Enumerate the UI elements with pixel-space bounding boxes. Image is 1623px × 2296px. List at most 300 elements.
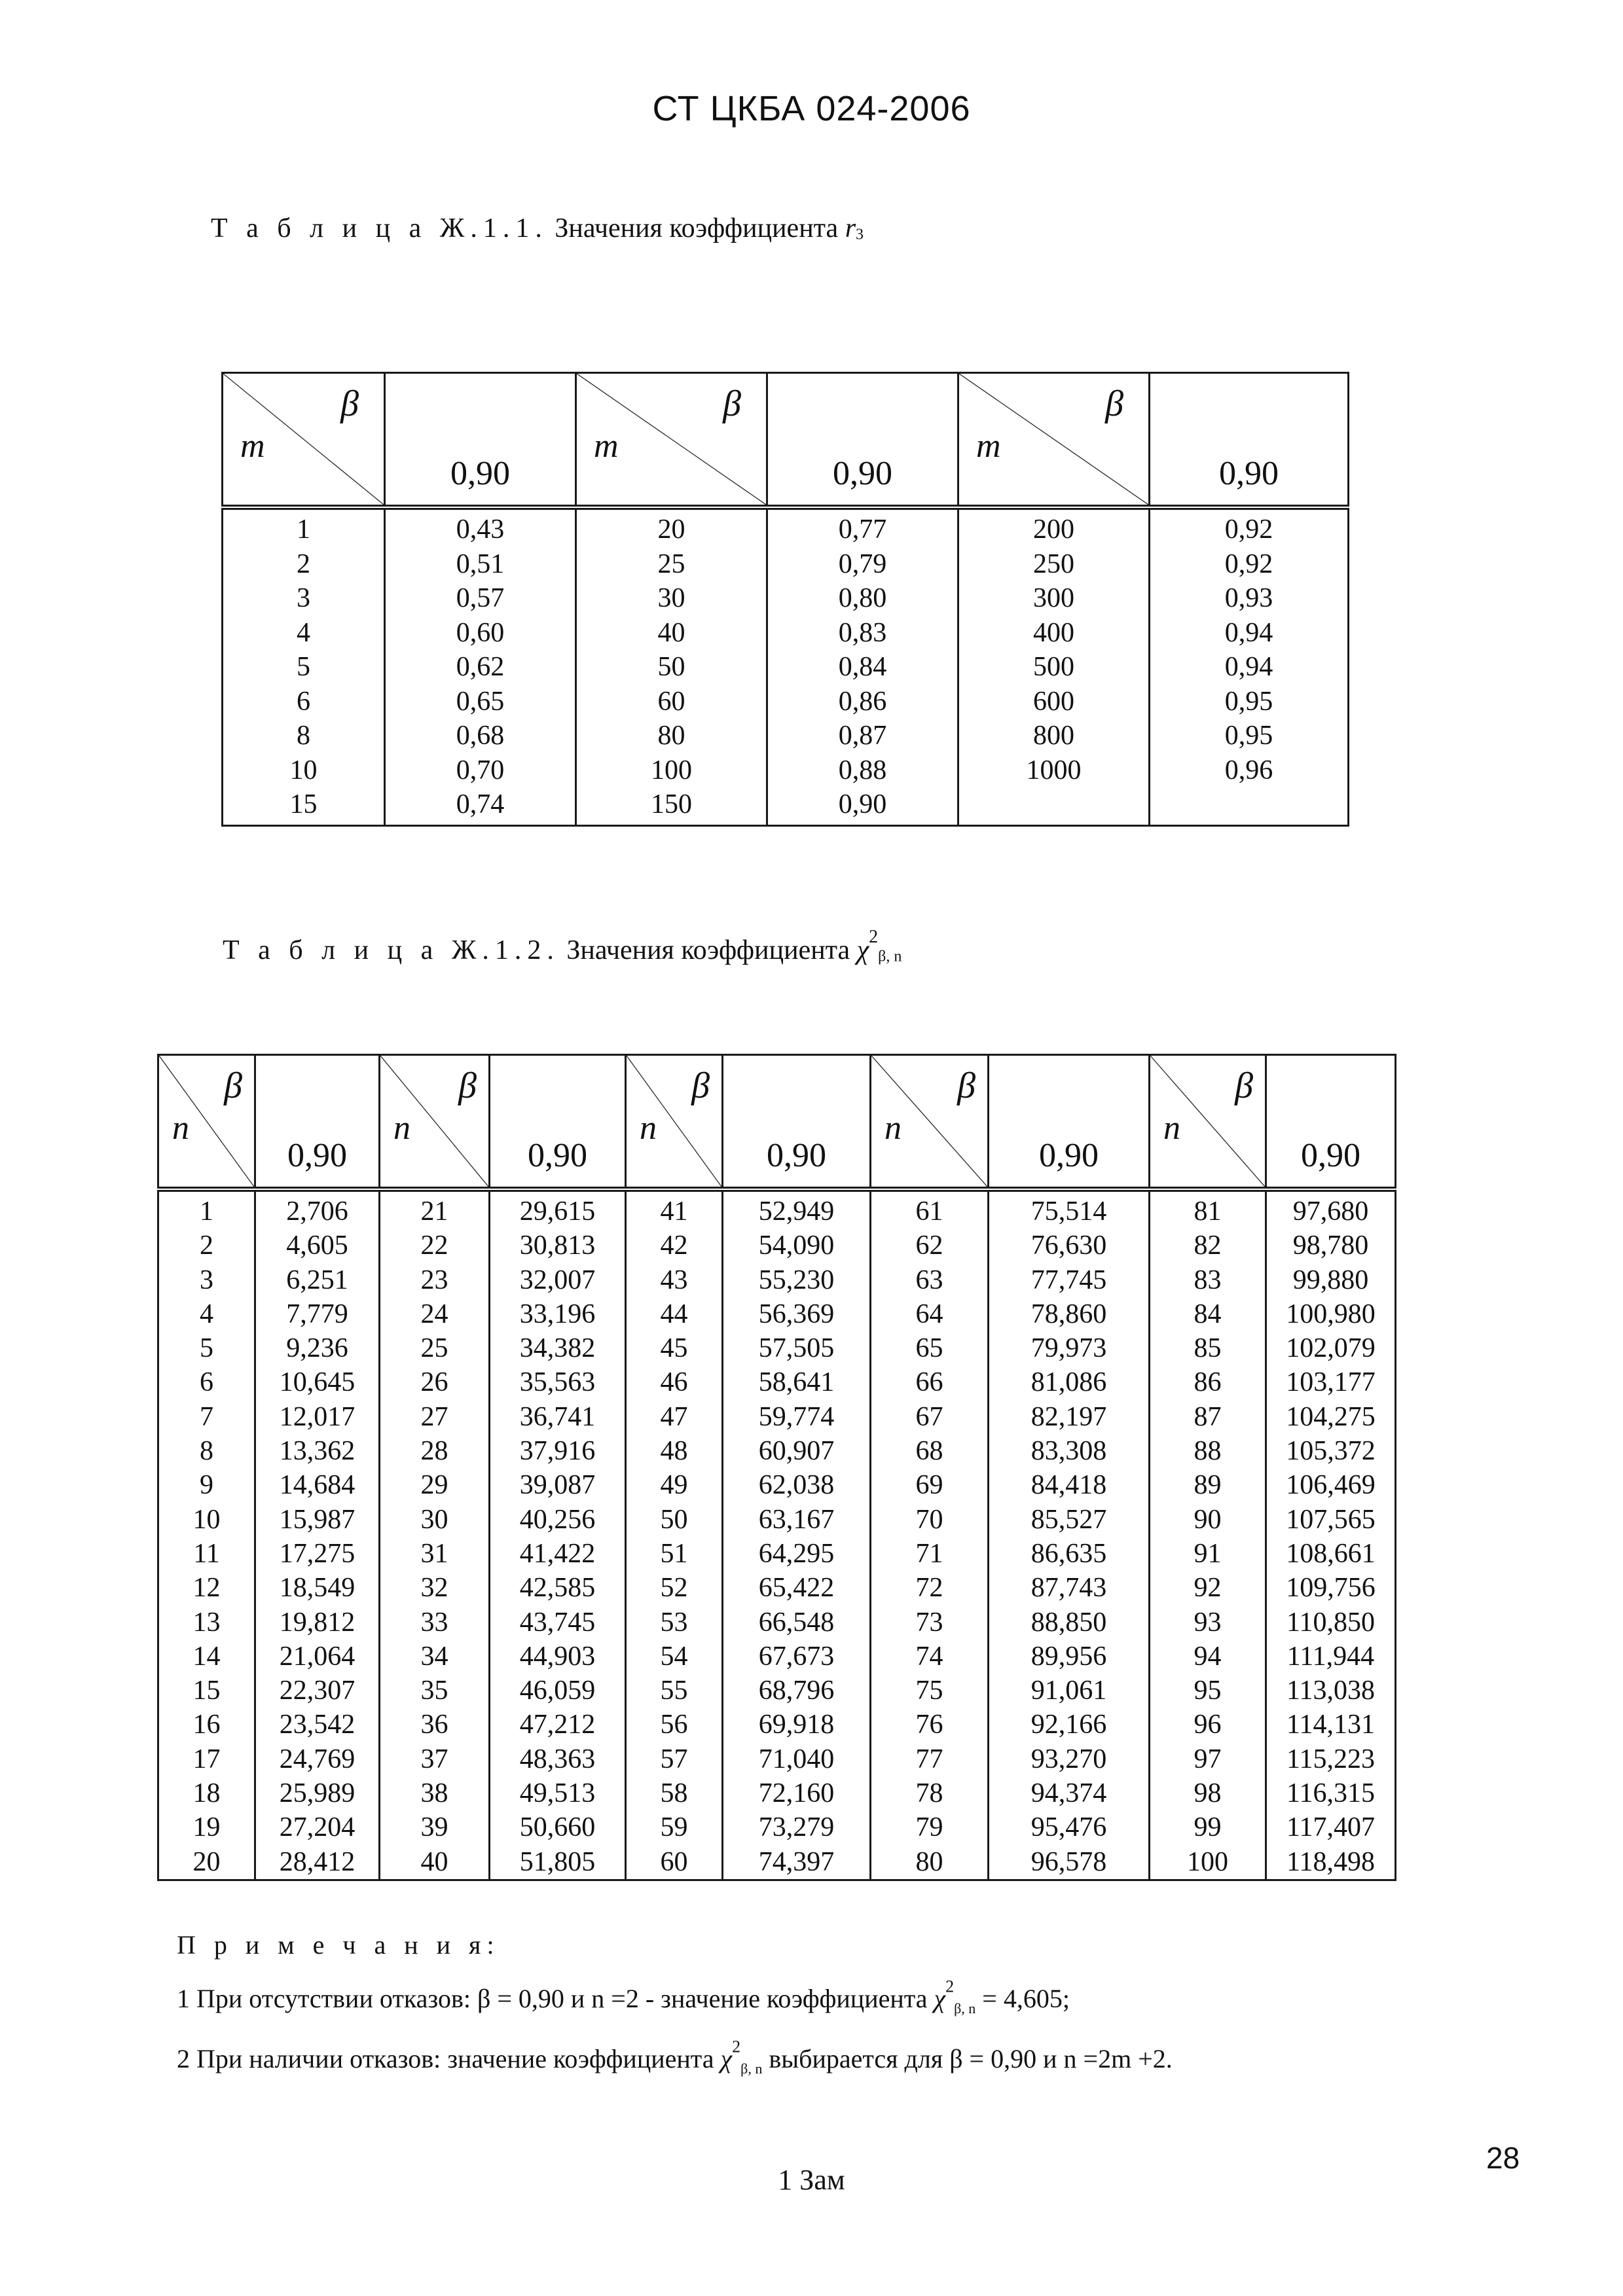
table-cell: 57 bbox=[660, 1744, 688, 1774]
table-cell: 14 bbox=[192, 1641, 221, 1672]
note-2-tail: выбирается для β = 0,90 и n =2m +2. bbox=[762, 2044, 1173, 2073]
table-cell: 7 bbox=[200, 1401, 213, 1432]
table-cell: 0,68 bbox=[456, 721, 505, 751]
table2-value-column bbox=[989, 1189, 1150, 1880]
table-cell: 400 bbox=[1033, 617, 1074, 648]
table-cell: 24,769 bbox=[279, 1744, 356, 1774]
table-cell: 82 bbox=[1194, 1230, 1222, 1261]
table-cell: 80 bbox=[657, 721, 685, 751]
table-cell: 4,605 bbox=[286, 1230, 348, 1261]
table-cell: 0,94 bbox=[1224, 652, 1273, 682]
table-cell: 30,813 bbox=[519, 1230, 596, 1261]
table-cell: 32 bbox=[420, 1573, 448, 1604]
table-cell: 26 bbox=[420, 1367, 448, 1398]
table-cell: 62,038 bbox=[758, 1470, 835, 1501]
table-cell: 76 bbox=[915, 1710, 943, 1740]
table-cell: 6 bbox=[200, 1367, 213, 1398]
table-cell: 43 bbox=[660, 1265, 688, 1295]
table-cell: 58 bbox=[660, 1778, 688, 1809]
table-cell: 1000 bbox=[1026, 755, 1082, 785]
table-cell: 50,660 bbox=[519, 1812, 596, 1843]
table-cell: 43,745 bbox=[519, 1607, 596, 1638]
page-number: 28 bbox=[1486, 2141, 1520, 2175]
table2-caption-superscript: 2 bbox=[869, 926, 879, 947]
table-cell: 91,061 bbox=[1030, 1676, 1107, 1706]
table-cell: 93,270 bbox=[1030, 1744, 1107, 1774]
beta-symbol: β bbox=[340, 384, 359, 424]
revision-mark: 1 Зам bbox=[778, 2164, 845, 2196]
table-cell: 97 bbox=[1194, 1744, 1222, 1774]
table-cell: 65 bbox=[915, 1333, 943, 1364]
table-cell: 100 bbox=[651, 755, 692, 785]
table-cell: 72 bbox=[915, 1573, 943, 1604]
table2-value-column bbox=[490, 1189, 626, 1880]
table-cell: 91 bbox=[1194, 1538, 1222, 1569]
table-cell: 94,374 bbox=[1030, 1778, 1107, 1809]
table2-value-header: 0,90 bbox=[255, 1055, 380, 1190]
table-cell: 15 bbox=[289, 789, 318, 819]
table2-corner-cell bbox=[1150, 1055, 1266, 1190]
table2-value-column bbox=[1266, 1189, 1396, 1880]
table-cell: 39,087 bbox=[519, 1470, 596, 1501]
table1-value-header: 0,90 bbox=[1150, 373, 1349, 508]
table2-value-header: 0,90 bbox=[1266, 1055, 1396, 1190]
table-cell: 97,680 bbox=[1292, 1196, 1369, 1227]
table-cell: 82,197 bbox=[1030, 1401, 1107, 1432]
table-cell: 36 bbox=[420, 1710, 448, 1740]
table-cell: 12,017 bbox=[279, 1401, 356, 1432]
table-cell: 0,60 bbox=[456, 617, 505, 648]
beta-symbol: β bbox=[224, 1066, 242, 1106]
table-cell: 9,236 bbox=[286, 1333, 348, 1364]
table-cell: 84,418 bbox=[1030, 1470, 1107, 1501]
table-cell: 71 bbox=[915, 1538, 943, 1569]
table-cell: 17,275 bbox=[279, 1538, 356, 1569]
table-cell: 0,87 bbox=[838, 721, 887, 751]
table-cell: 5 bbox=[200, 1333, 213, 1364]
table-cell: 99 bbox=[1194, 1812, 1222, 1843]
table-cell: 27,204 bbox=[279, 1812, 356, 1843]
table-cell: 106,469 bbox=[1286, 1470, 1376, 1501]
table-cell: 25 bbox=[420, 1333, 448, 1364]
table-cell: 100,980 bbox=[1286, 1299, 1376, 1329]
table-cell: 96,578 bbox=[1030, 1846, 1107, 1877]
table-cell: 34,382 bbox=[519, 1333, 596, 1364]
table-cell: 99,880 bbox=[1292, 1265, 1369, 1295]
table-cell: 8 bbox=[297, 721, 310, 751]
table-cell: 81,086 bbox=[1030, 1367, 1107, 1398]
table-cell: 60 bbox=[660, 1846, 688, 1877]
table-cell: 150 bbox=[651, 789, 692, 819]
table-cell: 116,315 bbox=[1286, 1778, 1375, 1809]
table-cell: 88 bbox=[1194, 1436, 1222, 1467]
table-cell: 56 bbox=[660, 1710, 688, 1740]
table-cell: 22 bbox=[420, 1230, 448, 1261]
n-symbol: n bbox=[172, 1109, 189, 1147]
table2-value-header: 0,90 bbox=[490, 1055, 626, 1190]
note-2-subscript: β, n bbox=[740, 2060, 763, 2077]
table-cell: 13 bbox=[192, 1607, 221, 1638]
n-symbol: n bbox=[393, 1109, 410, 1147]
table-cell: 58,641 bbox=[758, 1367, 835, 1398]
table-cell: 49 bbox=[660, 1470, 688, 1501]
table-cell: 55,230 bbox=[758, 1265, 835, 1295]
table-cell: 0,79 bbox=[838, 548, 887, 579]
beta-symbol: β bbox=[957, 1066, 976, 1106]
table-cell: 10 bbox=[289, 755, 318, 785]
table-cell: 24 bbox=[420, 1299, 448, 1329]
table-cell: 4 bbox=[200, 1299, 213, 1329]
table-cell: 30 bbox=[657, 583, 685, 613]
table2-header-row bbox=[158, 1055, 1396, 1190]
table2-caption bbox=[223, 926, 902, 966]
table-cell: 67 bbox=[915, 1401, 943, 1432]
table1-body-row bbox=[223, 507, 1349, 825]
table-cell: 95 bbox=[1194, 1676, 1222, 1706]
table-cell: 25 bbox=[657, 548, 685, 579]
table-cell: 200 bbox=[1033, 514, 1074, 545]
table-cell: 50 bbox=[657, 652, 685, 682]
beta-symbol: β bbox=[691, 1066, 710, 1106]
table-cell: 60 bbox=[657, 686, 685, 717]
table-cell: 0,92 bbox=[1224, 514, 1273, 545]
table-cell: 74 bbox=[915, 1641, 943, 1672]
table-cell: 0,95 bbox=[1224, 721, 1273, 751]
table-cell: 6,251 bbox=[286, 1265, 348, 1295]
table1-corner-cell bbox=[223, 373, 385, 508]
table-cell: 81 bbox=[1194, 1196, 1222, 1227]
table-cell: 0,43 bbox=[456, 514, 505, 545]
table-cell: 93 bbox=[1194, 1607, 1222, 1638]
table-cell: 108,661 bbox=[1286, 1538, 1376, 1569]
table-cell: 0,96 bbox=[1224, 755, 1273, 785]
coefficient-r3-table bbox=[221, 372, 1349, 827]
n-symbol: n bbox=[640, 1109, 657, 1147]
chi-symbol: χ bbox=[720, 2044, 733, 2073]
table1-m-column bbox=[576, 507, 767, 825]
table-cell: 37 bbox=[420, 1744, 448, 1774]
table-cell: 92 bbox=[1194, 1573, 1222, 1604]
note-1 bbox=[177, 1977, 1070, 2017]
table-cell: 68 bbox=[915, 1436, 943, 1467]
table-cell: 2,706 bbox=[286, 1196, 348, 1227]
note-2 bbox=[177, 2037, 1173, 2077]
table1-value-column bbox=[767, 507, 958, 825]
table2-corner-cell bbox=[380, 1055, 490, 1190]
table1-caption-symbol: r bbox=[845, 213, 856, 243]
table2-caption-subscript: β, n bbox=[878, 948, 902, 965]
table-cell: 7,779 bbox=[286, 1299, 348, 1329]
table-cell: 75 bbox=[915, 1676, 943, 1706]
table-cell: 3 bbox=[297, 583, 310, 613]
table-cell: 31 bbox=[420, 1538, 448, 1569]
table-cell: 109,756 bbox=[1286, 1573, 1376, 1604]
table-cell: 88,850 bbox=[1030, 1607, 1107, 1638]
table-cell: 73,279 bbox=[758, 1812, 835, 1843]
table-cell: 62 bbox=[915, 1230, 943, 1261]
table-cell: 44 bbox=[660, 1299, 688, 1329]
table-cell: 107,565 bbox=[1286, 1504, 1376, 1535]
table-cell: 67,673 bbox=[758, 1641, 835, 1672]
table-cell: 33 bbox=[420, 1607, 448, 1638]
table-cell: 89,956 bbox=[1030, 1641, 1107, 1672]
table-cell: 0,93 bbox=[1224, 583, 1273, 613]
table-cell: 21,064 bbox=[279, 1641, 356, 1672]
table-cell: 48,363 bbox=[519, 1744, 596, 1774]
table-cell: 13,362 bbox=[279, 1436, 356, 1467]
table-cell: 500 bbox=[1033, 652, 1074, 682]
beta-symbol: β bbox=[458, 1066, 477, 1106]
table1-m-column bbox=[958, 507, 1150, 825]
note-1-tail: = 4,605; bbox=[976, 1984, 1070, 2013]
table-cell: 45 bbox=[660, 1333, 688, 1364]
table-cell: 66,548 bbox=[758, 1607, 835, 1638]
beta-symbol: β bbox=[723, 384, 741, 424]
table-cell: 85,527 bbox=[1030, 1504, 1107, 1535]
table-cell: 800 bbox=[1033, 721, 1074, 751]
table-cell: 15,987 bbox=[279, 1504, 356, 1535]
table-cell: 4 bbox=[297, 617, 310, 648]
table-cell: 46,059 bbox=[519, 1676, 596, 1706]
table-cell: 54,090 bbox=[758, 1230, 835, 1261]
table-cell: 74,397 bbox=[758, 1846, 835, 1877]
table-cell: 100 bbox=[1187, 1846, 1228, 1877]
table-cell: 0,83 bbox=[838, 617, 887, 648]
table-cell: 94 bbox=[1194, 1641, 1222, 1672]
table1-value-column bbox=[385, 507, 576, 825]
table-cell: 28 bbox=[420, 1436, 448, 1467]
table-cell: 77,745 bbox=[1030, 1265, 1107, 1295]
table-cell: 98 bbox=[1194, 1778, 1222, 1809]
table-cell: 71,040 bbox=[758, 1744, 835, 1774]
table-cell: 40 bbox=[657, 617, 685, 648]
table-cell: 92,166 bbox=[1030, 1710, 1107, 1740]
table-cell: 59 bbox=[660, 1812, 688, 1843]
table-cell: 75,514 bbox=[1030, 1196, 1107, 1227]
table-cell: 79 bbox=[915, 1812, 943, 1843]
m-symbol: m bbox=[240, 427, 265, 465]
table-cell: 86 bbox=[1194, 1367, 1222, 1398]
table-cell: 0,90 bbox=[838, 789, 887, 819]
table-cell: 0,62 bbox=[456, 652, 505, 682]
table-cell: 35 bbox=[420, 1676, 448, 1706]
table1-caption-text: Значения коэффициента bbox=[547, 213, 845, 243]
table-cell: 83,308 bbox=[1030, 1436, 1107, 1467]
table-cell: 27 bbox=[420, 1401, 448, 1432]
table-cell: 41,422 bbox=[519, 1538, 596, 1569]
table-cell: 0,57 bbox=[456, 583, 505, 613]
table-cell: 47 bbox=[660, 1401, 688, 1432]
document-code: СТ ЦКБА 024-2006 bbox=[652, 89, 971, 128]
table-cell: 37,916 bbox=[519, 1436, 596, 1467]
table-cell: 0,51 bbox=[456, 548, 505, 579]
table-cell: 52,949 bbox=[758, 1196, 835, 1227]
table-cell: 51 bbox=[660, 1538, 688, 1569]
table-cell: 110,850 bbox=[1286, 1607, 1375, 1638]
table-cell: 78 bbox=[915, 1778, 943, 1809]
table-cell: 51,805 bbox=[519, 1846, 596, 1877]
notes-title: П р и м е ч а н и я: bbox=[177, 1930, 500, 1960]
table-cell: 12 bbox=[192, 1573, 221, 1604]
table-cell: 0,86 bbox=[838, 686, 887, 717]
table-cell: 2 bbox=[297, 548, 310, 579]
table-cell: 61 bbox=[915, 1196, 943, 1227]
table-cell: 22,307 bbox=[279, 1676, 356, 1706]
table-cell: 42,585 bbox=[519, 1573, 596, 1604]
table-cell: 3 bbox=[200, 1265, 213, 1295]
table-cell: 0,77 bbox=[838, 514, 887, 545]
table2-caption-text: Значения коэффициента bbox=[559, 935, 857, 965]
table-cell: 19,812 bbox=[279, 1607, 356, 1638]
n-symbol: n bbox=[1163, 1109, 1180, 1147]
table-cell: 39 bbox=[420, 1812, 448, 1843]
table-cell: 80 bbox=[915, 1846, 943, 1877]
table-cell: 0,94 bbox=[1224, 617, 1273, 648]
table1-value-column bbox=[1150, 507, 1349, 825]
table-cell: 0,80 bbox=[838, 583, 887, 613]
note-2-superscript: 2 bbox=[732, 2037, 741, 2056]
table-cell: 0,84 bbox=[838, 652, 887, 682]
table-cell: 23,542 bbox=[279, 1710, 356, 1740]
table-cell: 77 bbox=[915, 1744, 943, 1774]
table-cell: 90 bbox=[1194, 1504, 1222, 1535]
table-cell: 59,774 bbox=[758, 1401, 835, 1432]
table1-header-row bbox=[223, 373, 1349, 508]
table-cell: 48 bbox=[660, 1436, 688, 1467]
table-cell: 102,079 bbox=[1286, 1333, 1376, 1364]
table-cell: 68,796 bbox=[758, 1676, 835, 1706]
table-cell: 0,74 bbox=[456, 789, 505, 819]
table-cell: 118,498 bbox=[1286, 1846, 1375, 1877]
table-cell: 103,177 bbox=[1286, 1367, 1376, 1398]
m-symbol: m bbox=[594, 427, 619, 465]
table1-caption-subscript: 3 bbox=[856, 226, 864, 243]
table-cell: 63,167 bbox=[758, 1504, 835, 1535]
table-cell: 40,256 bbox=[519, 1504, 596, 1535]
table-cell: 87 bbox=[1194, 1401, 1222, 1432]
chi-symbol: χ bbox=[934, 1984, 946, 2013]
table-cell: 111,944 bbox=[1286, 1641, 1375, 1672]
table2-body-row bbox=[158, 1189, 1396, 1880]
table1-value-header: 0,90 bbox=[767, 373, 958, 508]
note-1-text: 1 При отсутствии отказов: β = 0,90 и n =2 - значение коэффициента bbox=[177, 1984, 934, 2013]
coefficient-chi-square-table bbox=[157, 1054, 1396, 1881]
table-cell: 105,372 bbox=[1286, 1436, 1376, 1467]
table-cell: 53 bbox=[660, 1607, 688, 1638]
table-cell: 300 bbox=[1033, 583, 1074, 613]
table-cell: 21 bbox=[420, 1196, 448, 1227]
table1-caption-prefix: Т а б л и ц а Ж.1.1. bbox=[211, 213, 548, 243]
table-cell: 49,513 bbox=[519, 1778, 596, 1809]
table-cell: 76,630 bbox=[1030, 1230, 1107, 1261]
table-cell: 20 bbox=[657, 514, 685, 545]
table-cell: 41 bbox=[660, 1196, 688, 1227]
table-cell: 1 bbox=[297, 514, 310, 545]
table2-n-column bbox=[871, 1189, 989, 1880]
table-cell: 85 bbox=[1194, 1333, 1222, 1364]
table-cell: 84 bbox=[1194, 1299, 1222, 1329]
table-cell: 83 bbox=[1194, 1265, 1222, 1295]
table2-value-header: 0,90 bbox=[989, 1055, 1150, 1190]
table1-caption bbox=[211, 213, 864, 244]
table-cell: 23 bbox=[420, 1265, 448, 1295]
table-cell: 69,918 bbox=[758, 1710, 835, 1740]
table-cell: 0,70 bbox=[456, 755, 505, 785]
table-cell: 65,422 bbox=[758, 1573, 835, 1604]
table-cell: 11 bbox=[193, 1538, 220, 1569]
table-cell: 6 bbox=[297, 686, 310, 717]
table-cell: 96 bbox=[1194, 1710, 1222, 1740]
table-cell: 18 bbox=[192, 1778, 221, 1809]
table-cell: 64 bbox=[915, 1299, 943, 1329]
table-cell: 86,635 bbox=[1030, 1538, 1107, 1569]
table-cell: 57,505 bbox=[758, 1333, 835, 1364]
table-cell: 89 bbox=[1194, 1470, 1222, 1501]
table-cell: 32,007 bbox=[519, 1265, 596, 1295]
table-cell: 98,780 bbox=[1292, 1230, 1369, 1261]
table2-value-header: 0,90 bbox=[723, 1055, 871, 1190]
table2-corner-cell bbox=[626, 1055, 723, 1190]
chi-symbol: χ bbox=[856, 935, 869, 965]
table2-n-column bbox=[380, 1189, 490, 1880]
table-cell: 10 bbox=[192, 1504, 221, 1535]
table-cell: 15 bbox=[192, 1676, 221, 1706]
table2-n-column bbox=[158, 1189, 255, 1880]
table2-n-column bbox=[1150, 1189, 1266, 1880]
table-cell: 72,160 bbox=[758, 1778, 835, 1809]
table-cell: 73 bbox=[915, 1607, 943, 1638]
m-symbol: m bbox=[976, 427, 1001, 465]
table2-corner-cell bbox=[871, 1055, 989, 1190]
table-cell: 19 bbox=[192, 1812, 221, 1843]
table-cell: 35,563 bbox=[519, 1367, 596, 1398]
table-cell: 2 bbox=[200, 1230, 213, 1261]
table-cell: 17 bbox=[192, 1744, 221, 1774]
table-cell: 38 bbox=[420, 1778, 448, 1809]
table-cell: 1 bbox=[200, 1196, 213, 1227]
table-cell: 87,743 bbox=[1030, 1573, 1107, 1604]
table-cell: 115,223 bbox=[1286, 1744, 1375, 1774]
table-cell: 0,92 bbox=[1224, 548, 1273, 579]
table-cell: 10,645 bbox=[279, 1367, 356, 1398]
table-cell: 25,989 bbox=[279, 1778, 356, 1809]
table-cell: 47,212 bbox=[519, 1710, 596, 1740]
table-cell: 29,615 bbox=[519, 1196, 596, 1227]
table-cell: 34 bbox=[420, 1641, 448, 1672]
table2-value-column bbox=[255, 1189, 380, 1880]
table-cell: 79,973 bbox=[1030, 1333, 1107, 1364]
table-cell: 55 bbox=[660, 1676, 688, 1706]
table-cell: 52 bbox=[660, 1573, 688, 1604]
beta-symbol: β bbox=[1235, 1066, 1253, 1106]
table-cell: 54 bbox=[660, 1641, 688, 1672]
table2-n-column bbox=[626, 1189, 723, 1880]
table-cell: 104,275 bbox=[1286, 1401, 1376, 1432]
note-2-text: 2 При наличии отказов: значение коэффициента bbox=[177, 2044, 721, 2073]
table-cell: 5 bbox=[297, 652, 310, 682]
table-cell: 20 bbox=[192, 1846, 221, 1877]
table-cell: 78,860 bbox=[1030, 1299, 1107, 1329]
table-cell: 114,131 bbox=[1286, 1710, 1375, 1740]
table2-corner-cell bbox=[158, 1055, 255, 1190]
table1-corner-cell bbox=[958, 373, 1150, 508]
table-cell: 600 bbox=[1033, 686, 1074, 717]
table-cell: 64,295 bbox=[758, 1538, 835, 1569]
table-cell: 250 bbox=[1033, 548, 1074, 579]
note-1-superscript: 2 bbox=[945, 1977, 955, 1996]
table-cell: 14,684 bbox=[279, 1470, 356, 1501]
table-cell: 42 bbox=[660, 1230, 688, 1261]
